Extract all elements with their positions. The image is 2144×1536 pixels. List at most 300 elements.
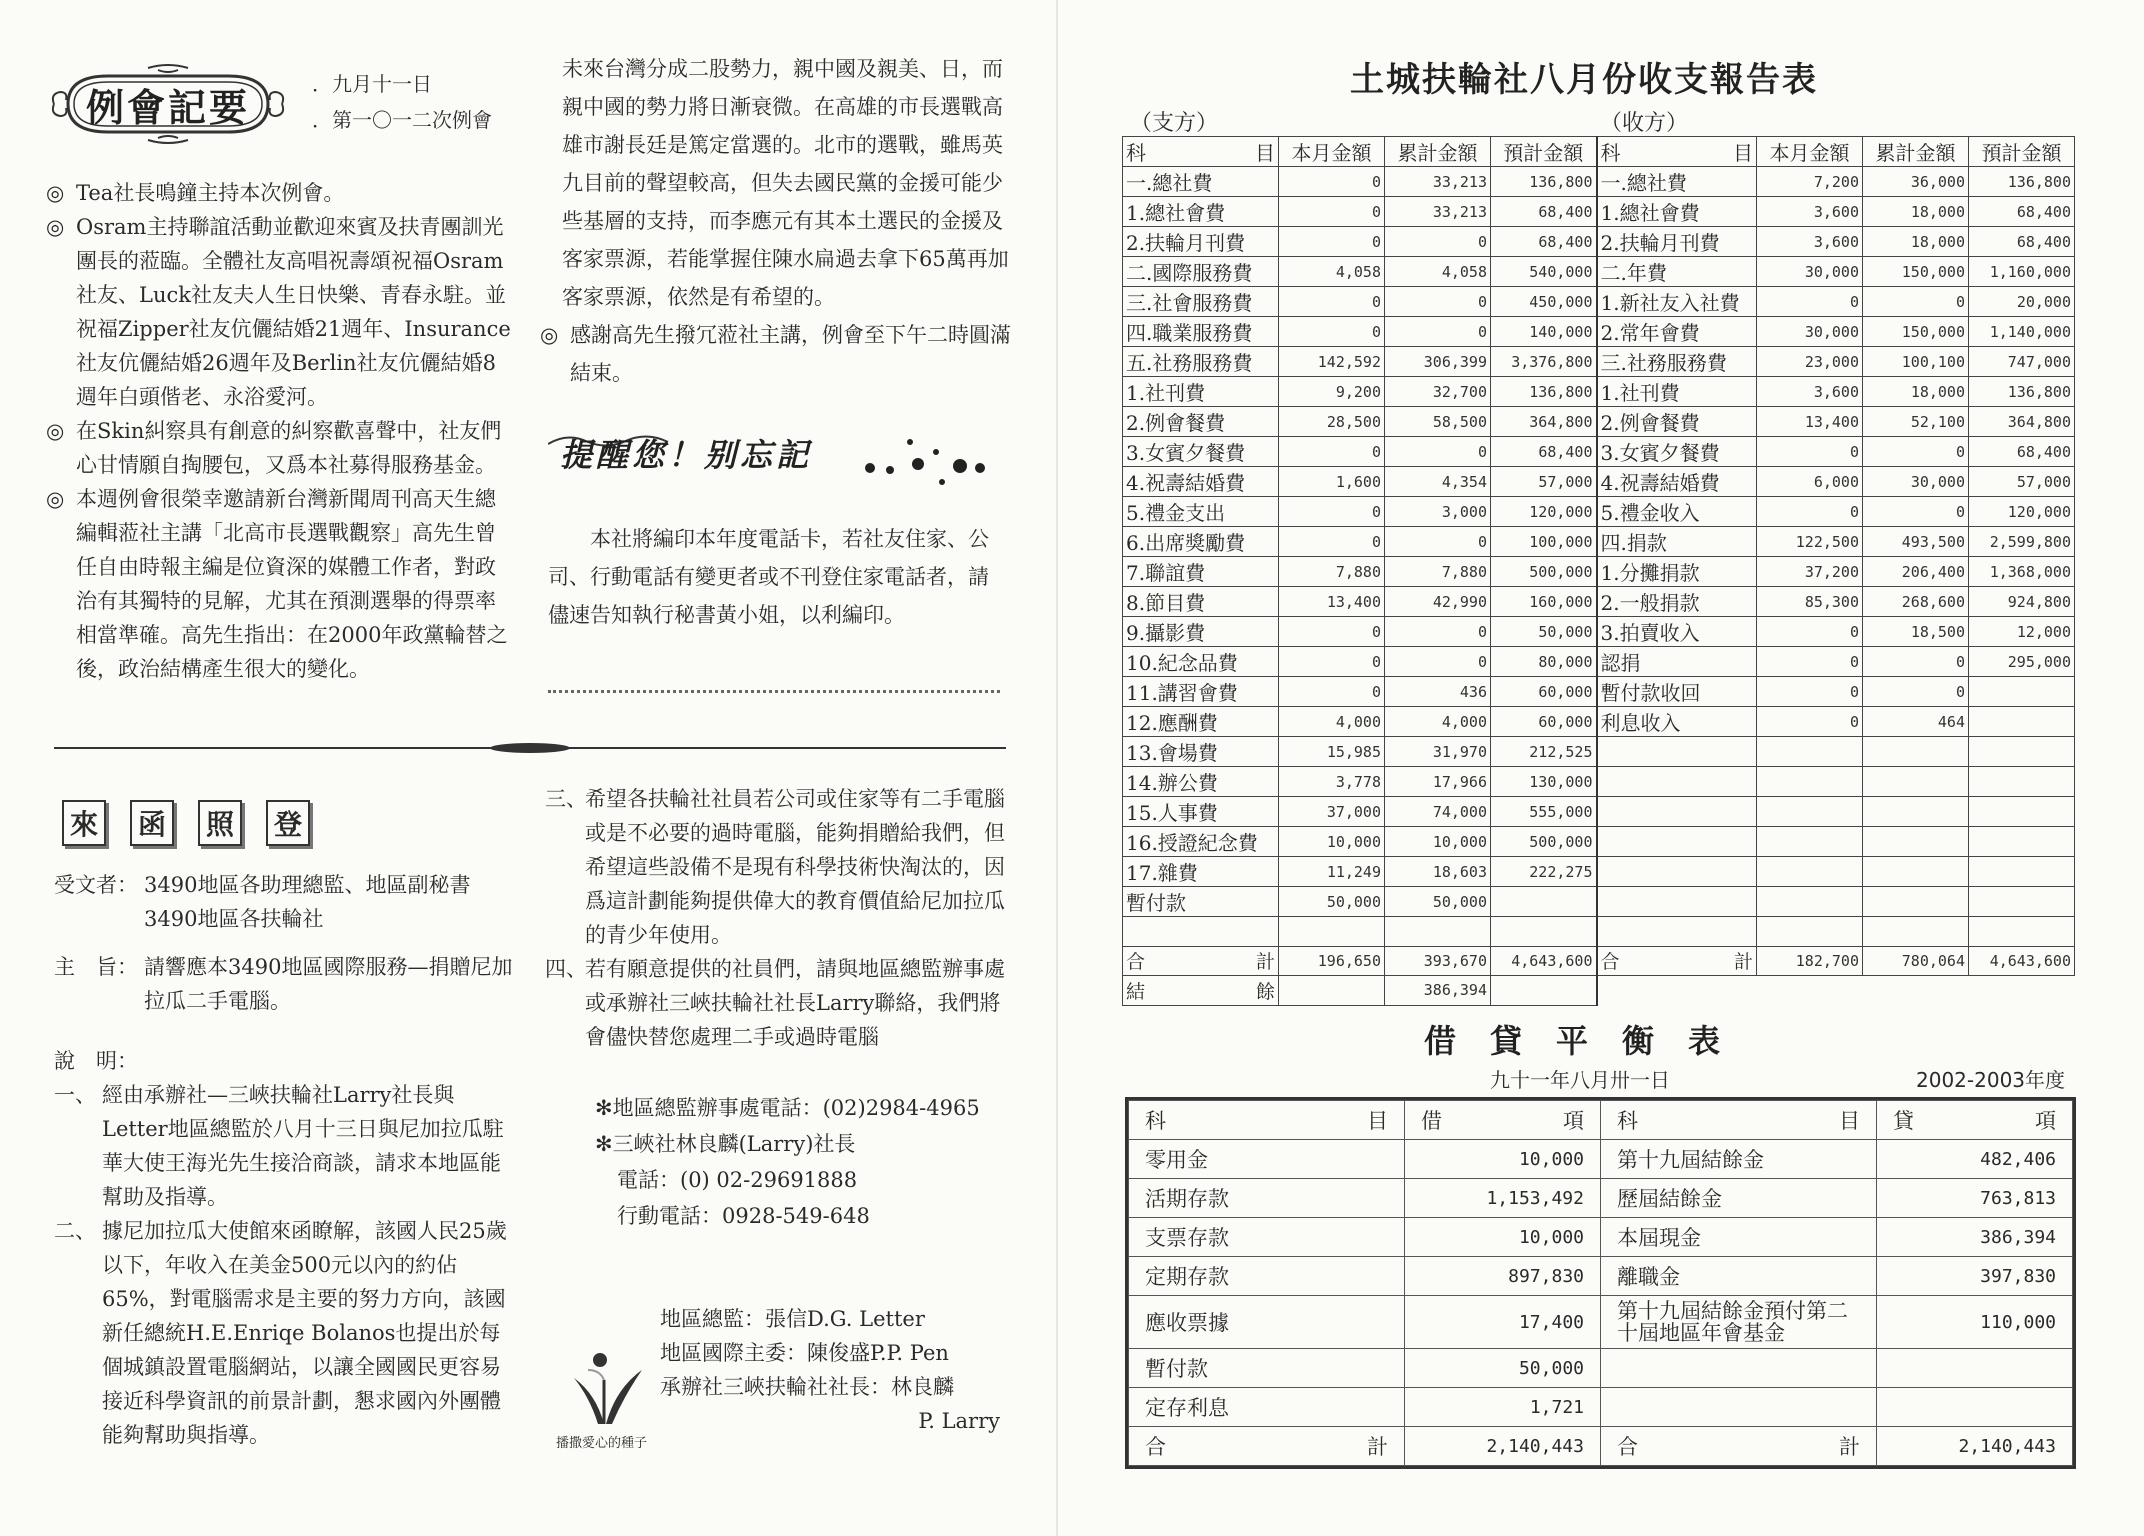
- expense-budget: 120,000: [1491, 497, 1597, 527]
- income-cumulative: 493,500: [1863, 527, 1969, 557]
- continued-text: 未來台灣分成二股勢力，親中國及親美、日，而親中國的勢力將日漸衰微。在高雄的市長選戰高雄市謝長廷是篤定當選的。北市的選戰，雖馬英九目前的聲望較高，但失去國民黨的金援可能少些基層的支持，而李應元有其本土選民的金援及客家票源，若能掌握住陳水扁過去拿下65萬再加客家票源，依然是有希望的。: [562, 57, 1009, 309]
- expense-item: 三.社會服務費: [1123, 287, 1279, 317]
- expense-item: 7.聯誼費: [1123, 557, 1279, 587]
- expense-item: 10.紀念品費: [1123, 647, 1279, 677]
- bs-credit-item: 第十九屆結餘金預付第二十屆地區年會基金: [1601, 1296, 1877, 1349]
- reminder-title: 提醒您！别忘記: [560, 436, 813, 474]
- expense-item: 14.辦公費: [1123, 767, 1279, 797]
- income-item: 三.社務服務費: [1597, 347, 1757, 377]
- income-item: 3.拍賣收入: [1597, 617, 1757, 647]
- expense-budget: 212,525: [1491, 737, 1597, 767]
- header-this-month: 本月金額: [1279, 137, 1385, 167]
- bs-credit-item: [1601, 1349, 1877, 1388]
- subject-label: 主 旨：: [54, 955, 138, 979]
- table-row: [1123, 287, 2075, 317]
- bs-row: [1129, 1179, 2073, 1218]
- income-cumulative: [1863, 857, 1969, 887]
- bs-row: [1129, 1257, 2073, 1296]
- income-budget: 364,800: [1969, 407, 2075, 437]
- expense-cumulative: 306,399: [1385, 347, 1491, 377]
- expense-budget: [1491, 917, 1597, 947]
- income-budget: [1969, 677, 2075, 707]
- table-row: [1123, 587, 2075, 617]
- balance-empty-cell: [1279, 976, 1385, 1006]
- expense-budget: 3,376,800: [1491, 347, 1597, 377]
- expense-cumulative: 42,990: [1385, 587, 1491, 617]
- income-this-month: [1757, 767, 1863, 797]
- expense-cumulative: 0: [1385, 437, 1491, 467]
- bs-debit-item: 活期存款: [1129, 1179, 1405, 1218]
- expense-this-month: 0: [1279, 437, 1385, 467]
- income-cumulative: [1863, 767, 1969, 797]
- income-budget: 12,000: [1969, 617, 2075, 647]
- expense-cumulative: 0: [1385, 287, 1491, 317]
- table-row: [1123, 767, 2075, 797]
- expense-budget: 57,000: [1491, 467, 1597, 497]
- income-item: [1597, 767, 1757, 797]
- income-this-month: [1757, 887, 1863, 917]
- bs-credit-item: 本屆現金: [1601, 1218, 1877, 1257]
- expense-item: 一.總社費: [1123, 167, 1279, 197]
- expense-this-month: 28,500: [1279, 407, 1385, 437]
- income-budget: [1969, 707, 2075, 737]
- expense-item: 2.例會餐費: [1123, 407, 1279, 437]
- bs-credit-value: [1877, 1349, 2073, 1388]
- header-cumulative: 累計金額: [1863, 137, 1969, 167]
- income-this-month: 0: [1757, 647, 1863, 677]
- balance-empty-cell: [1491, 976, 1597, 1006]
- expense-cumulative: 436: [1385, 677, 1491, 707]
- expense-cumulative: 33,213: [1385, 167, 1491, 197]
- income-this-month: [1757, 797, 1863, 827]
- bs-credit-item: 第十九屆結餘金: [1601, 1140, 1877, 1179]
- income-cumulative: [1863, 917, 1969, 947]
- income-label: （收方）: [1600, 111, 1689, 136]
- expense-item: 5.禮金支出: [1123, 497, 1279, 527]
- expense-cumulative: 0: [1385, 227, 1491, 257]
- explain-item: 二、 據尼加拉瓜大使館來函瞭解，該國人民25歲以下，年收入在美金500元以內的約佔65%，對電腦需求是主要的努力方向，該國新任總統H.E.Enriqe Bolanos也提出於每個城鎮設置電腦網站，以讓全國國民更容易接近科學資訊的前景計劃，懇求國內外團體能夠幫助與指導。: [54, 1219, 507, 1447]
- explain-item: 一、 經由承辦社—三峽扶輪社Larry社長與Letter地區總監於八月十三日與尼加拉瓜駐華大使王海光先生接洽商談，請求本地區能幫助及指導。: [54, 1083, 504, 1209]
- income-item: 2.一般捐款: [1597, 587, 1757, 617]
- expense-item: 4.祝壽結婚費: [1123, 467, 1279, 497]
- table-row: [1123, 437, 2075, 467]
- expense-budget: 140,000: [1491, 317, 1597, 347]
- income-cumulative: 464: [1863, 707, 1969, 737]
- expense-cumulative: 4,000: [1385, 707, 1491, 737]
- table-row: [1123, 887, 2075, 917]
- bs-debit-value: 10,000: [1405, 1140, 1601, 1179]
- income-cumulative: 0: [1863, 497, 1969, 527]
- income-item: 一.總社費: [1597, 167, 1757, 197]
- income-budget: 57,000: [1969, 467, 2075, 497]
- income-this-month: 30,000: [1757, 317, 1863, 347]
- income-this-month: 13,400: [1757, 407, 1863, 437]
- income-cumulative: [1863, 737, 1969, 767]
- income-budget: 68,400: [1969, 227, 2075, 257]
- income-this-month: 37,200: [1757, 557, 1863, 587]
- income-this-month: 0: [1757, 677, 1863, 707]
- income-this-month: 85,300: [1757, 587, 1863, 617]
- balance-label: 結 餘: [1123, 976, 1279, 1006]
- expense-item: 8.節目費: [1123, 587, 1279, 617]
- income-budget: [1969, 887, 2075, 917]
- expense-this-month: 11,249: [1279, 857, 1385, 887]
- expense-this-month: 0: [1279, 617, 1385, 647]
- total-value: 4,643,600: [1969, 946, 2075, 976]
- expense-this-month: 0: [1279, 497, 1385, 527]
- signoff-line: 地區國際主委：陳俊盛P.P. Pen: [660, 1341, 949, 1365]
- expense-item: 2.扶輪月刊費: [1123, 227, 1279, 257]
- bs-row: [1129, 1140, 2073, 1179]
- income-budget: [1969, 917, 2075, 947]
- expense-cumulative: 31,970: [1385, 737, 1491, 767]
- table-row: [1123, 797, 2075, 827]
- expense-cumulative: 17,966: [1385, 767, 1491, 797]
- total-value: 393,670: [1385, 946, 1491, 976]
- subject-text: 請響應本3490地區國際服務—捐贈尼加拉瓜二手電腦。: [144, 955, 513, 1013]
- expense-budget: 60,000: [1491, 707, 1597, 737]
- expense-this-month: 50,000: [1279, 887, 1385, 917]
- income-item: 5.禮金收入: [1597, 497, 1757, 527]
- meeting-continued: [540, 50, 1020, 392]
- balance-sheet-year: 2002-2003年度: [1916, 1068, 2066, 1092]
- header-this-month: 本月金額: [1757, 137, 1863, 167]
- expense-item: 16.授證紀念費: [1123, 827, 1279, 857]
- income-budget: [1969, 767, 2075, 797]
- expense-budget: 500,000: [1491, 557, 1597, 587]
- income-this-month: 122,500: [1757, 527, 1863, 557]
- expense-budget: 450,000: [1491, 287, 1597, 317]
- expense-cumulative: 0: [1385, 617, 1491, 647]
- expense-budget: 222,275: [1491, 857, 1597, 887]
- expense-this-month: 15,985: [1279, 737, 1385, 767]
- income-item: 4.祝壽結婚費: [1597, 467, 1757, 497]
- contact-line: 行動電話：0928-549-648: [617, 1204, 870, 1228]
- income-this-month: 3,600: [1757, 377, 1863, 407]
- table-row: [1123, 407, 2075, 437]
- expense-cumulative: 32,700: [1385, 377, 1491, 407]
- recipient-lines: [144, 868, 470, 936]
- page-fold: [1056, 0, 1058, 1536]
- contact-info: [595, 1090, 980, 1234]
- income-cumulative: 18,000: [1863, 377, 1969, 407]
- income-item: 暫付款收回: [1597, 677, 1757, 707]
- income-budget: 2,599,800: [1969, 527, 2075, 557]
- income-this-month: [1757, 827, 1863, 857]
- bs-debit-value: 1,153,492: [1405, 1179, 1601, 1218]
- expense-budget: 50,000: [1491, 617, 1597, 647]
- letter-title-char: 函: [130, 800, 174, 846]
- expense-budget: 100,000: [1491, 527, 1597, 557]
- income-budget: [1969, 737, 2075, 767]
- income-budget: [1969, 827, 2075, 857]
- table-header-row: [1123, 137, 2075, 167]
- total-value: 4,643,600: [1491, 946, 1597, 976]
- report-title: 土城扶輪社八月份收支報告表: [1350, 60, 1818, 100]
- note-item: ◎ Tea社長鳴鐘主持本次例會。: [46, 181, 345, 205]
- expense-this-month: 0: [1279, 287, 1385, 317]
- seed-logo-icon: [560, 1340, 650, 1430]
- expense-budget: 130,000: [1491, 767, 1597, 797]
- expense-this-month: 10,000: [1279, 827, 1385, 857]
- total-label: 合 計: [1597, 946, 1757, 976]
- meeting-title: 例會記要: [85, 84, 250, 130]
- expense-budget: 555,000: [1491, 797, 1597, 827]
- expense-cumulative: 0: [1385, 647, 1491, 677]
- income-cumulative: [1863, 887, 1969, 917]
- reminder-body: [548, 520, 998, 634]
- income-budget: [1969, 797, 2075, 827]
- bs-credit-value: 763,813: [1877, 1179, 2073, 1218]
- bs-total-debit: 2,140,443: [1405, 1427, 1601, 1466]
- explain-label: 說 明：: [54, 1049, 138, 1073]
- expense-this-month: 0: [1279, 527, 1385, 557]
- bs-total-label: 合 計: [1129, 1427, 1405, 1466]
- reminder-text: 本社將編印本年度電話卡，若社友住家、公司、行動電話有變更者或不刊登住家電話者，請儘速告知執行秘書黃小姐，以利編印。: [548, 527, 989, 627]
- expense-this-month: 0: [1279, 197, 1385, 227]
- expense-cumulative: 74,000: [1385, 797, 1491, 827]
- expense-item: 四.職業服務費: [1123, 317, 1279, 347]
- note-item: ◎ Osram主持聯誼活動並歡迎來賓及扶青團訓光團長的蒞臨。全體社友高唱祝壽頌祝福Osram社友、Luck社友夫人生日快樂、青春永駐。並祝福Zipper社友伉儷結婚21週年、Insurance社友伉儷結婚26週年及Berlin社友伉儷結婚8週年白頭偕老、永浴愛河。: [46, 215, 511, 409]
- bs-header-row: [1129, 1101, 2073, 1140]
- income-budget: 1,160,000: [1969, 257, 2075, 287]
- total-value: 182,700: [1757, 946, 1863, 976]
- bs-credit-value: 397,830: [1877, 1257, 2073, 1296]
- income-item: 認捐: [1597, 647, 1757, 677]
- bs-row: [1129, 1349, 2073, 1388]
- meeting-meta: [312, 66, 492, 138]
- bs-credit-value: 386,394: [1877, 1218, 2073, 1257]
- recipient-line: 3490地區各助理總監、地區副秘書: [144, 873, 471, 897]
- expense-item: 1.社刊費: [1123, 377, 1279, 407]
- signoff-line: 承辦社三峽扶輪社社長：林良麟: [660, 1375, 954, 1399]
- expense-cumulative: 58,500: [1385, 407, 1491, 437]
- total-row: [1123, 946, 2075, 976]
- income-cumulative: 0: [1863, 677, 1969, 707]
- income-cumulative: 268,600: [1863, 587, 1969, 617]
- income-item: [1597, 797, 1757, 827]
- contact-line: ✻地區總監辦事處電話：(02)2984-4965: [595, 1096, 980, 1120]
- bs-debit-value: 10,000: [1405, 1218, 1601, 1257]
- note-item: ◎ 本週例會很榮幸邀請新台灣新聞周刊高天生總編輯蒞社主講「北高市長選戰觀察」高先生曾任自由時報主編是位資深的媒體工作者，對政治有其獨特的見解，尤其在預測選舉的得票率相當準確。高先生指出：在2000年政黨輪替之後，政治結構產生很大的變化。: [46, 487, 508, 681]
- income-budget: 120,000: [1969, 497, 2075, 527]
- letter-title: [62, 800, 310, 846]
- income-cumulative: 36,000: [1863, 167, 1969, 197]
- bs-debit-item: 零用金: [1129, 1140, 1405, 1179]
- bs-total-label: 合 計: [1601, 1427, 1877, 1466]
- income-this-month: [1757, 917, 1863, 947]
- table-row: [1123, 557, 2075, 587]
- income-budget: 136,800: [1969, 377, 2075, 407]
- income-this-month: 3,600: [1757, 197, 1863, 227]
- expense-this-month: 0: [1279, 227, 1385, 257]
- expense-label: （支方）: [1130, 111, 1219, 136]
- expense-item: 6.出席獎勵費: [1123, 527, 1279, 557]
- income-budget: 747,000: [1969, 347, 2075, 377]
- bs-credit-item: 離職金: [1601, 1257, 1877, 1296]
- income-item: 2.常年會費: [1597, 317, 1757, 347]
- expense-this-month: 13,400: [1279, 587, 1385, 617]
- balance-sheet-date: 九十一年八月卅一日: [1490, 1068, 1670, 1092]
- recipient-label: 受文者：: [54, 873, 138, 897]
- income-item: 3.女賓夕餐費: [1597, 437, 1757, 467]
- income-cumulative: 150,000: [1863, 257, 1969, 287]
- income-budget: 1,140,000: [1969, 317, 2075, 347]
- expense-this-month: 37,000: [1279, 797, 1385, 827]
- expense-budget: 68,400: [1491, 227, 1597, 257]
- income-item: 1.總社會費: [1597, 197, 1757, 227]
- table-row: [1123, 317, 2075, 347]
- income-cumulative: 150,000: [1863, 317, 1969, 347]
- expense-budget: 160,000: [1491, 587, 1597, 617]
- bs-debit-item: 定存利息: [1129, 1388, 1405, 1427]
- letter-title-char: 登: [266, 800, 310, 846]
- income-budget: 1,368,000: [1969, 557, 2075, 587]
- bs-debit-item: 暫付款: [1129, 1349, 1405, 1388]
- expense-item: 12.應酬費: [1123, 707, 1279, 737]
- bs-total-credit: 2,140,443: [1877, 1427, 2073, 1466]
- income-budget: 68,400: [1969, 437, 2075, 467]
- income-cumulative: 18,000: [1863, 227, 1969, 257]
- expense-this-month: 1,600: [1279, 467, 1385, 497]
- expense-cumulative: [1385, 917, 1491, 947]
- header-item: 科 目: [1597, 137, 1757, 167]
- income-this-month: 0: [1757, 437, 1863, 467]
- income-cumulative: 30,000: [1863, 467, 1969, 497]
- bs-debit-item: 應收票據: [1129, 1296, 1405, 1349]
- table-row: [1123, 497, 2075, 527]
- expense-this-month: 7,880: [1279, 557, 1385, 587]
- income-item: [1597, 887, 1757, 917]
- income-cumulative: 18,000: [1863, 197, 1969, 227]
- expense-budget: 80,000: [1491, 647, 1597, 677]
- bs-debit-value: 17,400: [1405, 1296, 1601, 1349]
- expense-item: 11.講習會費: [1123, 677, 1279, 707]
- table-row: [1123, 737, 2075, 767]
- header-budget: 預計金額: [1969, 137, 2075, 167]
- explain-items-right: [545, 782, 1015, 1054]
- bs-row: [1129, 1218, 2073, 1257]
- bs-header-item: 科 目: [1129, 1101, 1405, 1140]
- income-cumulative: [1863, 797, 1969, 827]
- expense-item: 15.人事費: [1123, 797, 1279, 827]
- bs-debit-item: 定期存款: [1129, 1257, 1405, 1296]
- income-item: 2.例會餐費: [1597, 407, 1757, 437]
- expense-cumulative: 50,000: [1385, 887, 1491, 917]
- total-label: 合 計: [1123, 946, 1279, 976]
- income-cumulative: 100,100: [1863, 347, 1969, 377]
- income-cumulative: 0: [1863, 287, 1969, 317]
- total-value: 196,650: [1279, 946, 1385, 976]
- meeting-date: ．九月十一日: [312, 72, 432, 96]
- bs-credit-value: 482,406: [1877, 1140, 2073, 1179]
- contact-line: ✻三峽社林良麟(Larry)社長: [595, 1132, 856, 1156]
- bs-row: [1129, 1388, 2073, 1427]
- expense-this-month: 142,592: [1279, 347, 1385, 377]
- explain-items-left: [54, 1078, 514, 1452]
- income-item: [1597, 827, 1757, 857]
- expense-cumulative: 4,058: [1385, 257, 1491, 287]
- income-this-month: 3,600: [1757, 227, 1863, 257]
- income-item: [1597, 857, 1757, 887]
- bs-total-row: [1129, 1427, 2073, 1466]
- expense-budget: 68,400: [1491, 437, 1597, 467]
- balance-value: 386,394: [1385, 976, 1491, 1006]
- income-this-month: 7,200: [1757, 167, 1863, 197]
- header-item: 科 目: [1123, 137, 1279, 167]
- expense-this-month: 0: [1279, 647, 1385, 677]
- income-budget: 136,800: [1969, 167, 2075, 197]
- expense-budget: 540,000: [1491, 257, 1597, 287]
- bs-credit-value: 110,000: [1877, 1296, 2073, 1349]
- expense-budget: 364,800: [1491, 407, 1597, 437]
- table-row: [1123, 197, 2075, 227]
- income-cumulative: 52,100: [1863, 407, 1969, 437]
- income-expense-table: [1122, 136, 2075, 1006]
- income-cumulative: 0: [1863, 647, 1969, 677]
- meeting-notes: [46, 176, 512, 686]
- balance-sheet-table: [1128, 1100, 2073, 1466]
- income-cumulative: 0: [1863, 437, 1969, 467]
- expense-budget: 68,400: [1491, 197, 1597, 227]
- balance-row: [1123, 976, 2075, 1006]
- recipient-line: 3490地區各扶輪社: [144, 907, 324, 931]
- expense-item: 暫付款: [1123, 887, 1279, 917]
- income-this-month: 6,000: [1757, 467, 1863, 497]
- table-row: [1123, 707, 2075, 737]
- income-item: [1597, 917, 1757, 947]
- expense-this-month: 4,000: [1279, 707, 1385, 737]
- expense-cumulative: 0: [1385, 317, 1491, 347]
- bs-credit-value: [1877, 1388, 2073, 1427]
- explain-item: 三、 希望各扶輪社社員若公司或住家等有二手電腦或是不必要的過時電腦，能夠捐贈給我們，但希望這些設備不是現有科學技術快淘汰的，因爲這計劃能夠提供偉大的教育價值給尼加拉瓜的青少年使用。: [545, 787, 1005, 947]
- income-item: [1597, 737, 1757, 767]
- table-row: [1123, 467, 2075, 497]
- note-item: ◎ 在Skin糾察具有創意的糾察歡喜聲中，社友們心甘情願自掏腰包，又爲本社募得服務基金。: [46, 419, 502, 477]
- income-this-month: 0: [1757, 287, 1863, 317]
- section-divider: [54, 742, 1006, 754]
- letter-title-char: 照: [198, 800, 242, 846]
- income-budget: [1969, 857, 2075, 887]
- dots-decoration-icon: [860, 432, 990, 492]
- income-item: 2.扶輪月刊費: [1597, 227, 1757, 257]
- explain-item: 四、 若有願意提供的社員們，請與地區總監辦事處或承辦社三峽扶輪社社長Larry聯絡，我們將會儘快替您處理二手或過時電腦: [545, 957, 1005, 1049]
- dotted-divider: [548, 690, 1000, 699]
- expense-item: 1.總社會費: [1123, 197, 1279, 227]
- income-item: 二.年費: [1597, 257, 1757, 287]
- signoff-line: P. Larry: [918, 1409, 1000, 1433]
- expense-item: 17.雜費: [1123, 857, 1279, 887]
- bs-debit-value: 1,721: [1405, 1388, 1601, 1427]
- income-budget: 68,400: [1969, 197, 2075, 227]
- table-row: [1123, 527, 2075, 557]
- income-this-month: 30,000: [1757, 257, 1863, 287]
- table-row: [1123, 347, 2075, 377]
- income-this-month: 23,000: [1757, 347, 1863, 377]
- header-budget: 預計金額: [1491, 137, 1597, 167]
- expense-this-month: 4,058: [1279, 257, 1385, 287]
- expense-budget: 136,800: [1491, 377, 1597, 407]
- expense-this-month: 0: [1279, 167, 1385, 197]
- total-value: 780,064: [1863, 946, 1969, 976]
- thanks-item: ◎ 感謝高先生撥冗蒞社主講，例會至下午二時圓滿結束。: [540, 323, 1011, 385]
- income-this-month: 0: [1757, 617, 1863, 647]
- expense-cumulative: 3,000: [1385, 497, 1491, 527]
- expense-budget: 500,000: [1491, 827, 1597, 857]
- table-row: [1123, 677, 2075, 707]
- table-row: [1123, 647, 2075, 677]
- bs-row: [1129, 1296, 2073, 1349]
